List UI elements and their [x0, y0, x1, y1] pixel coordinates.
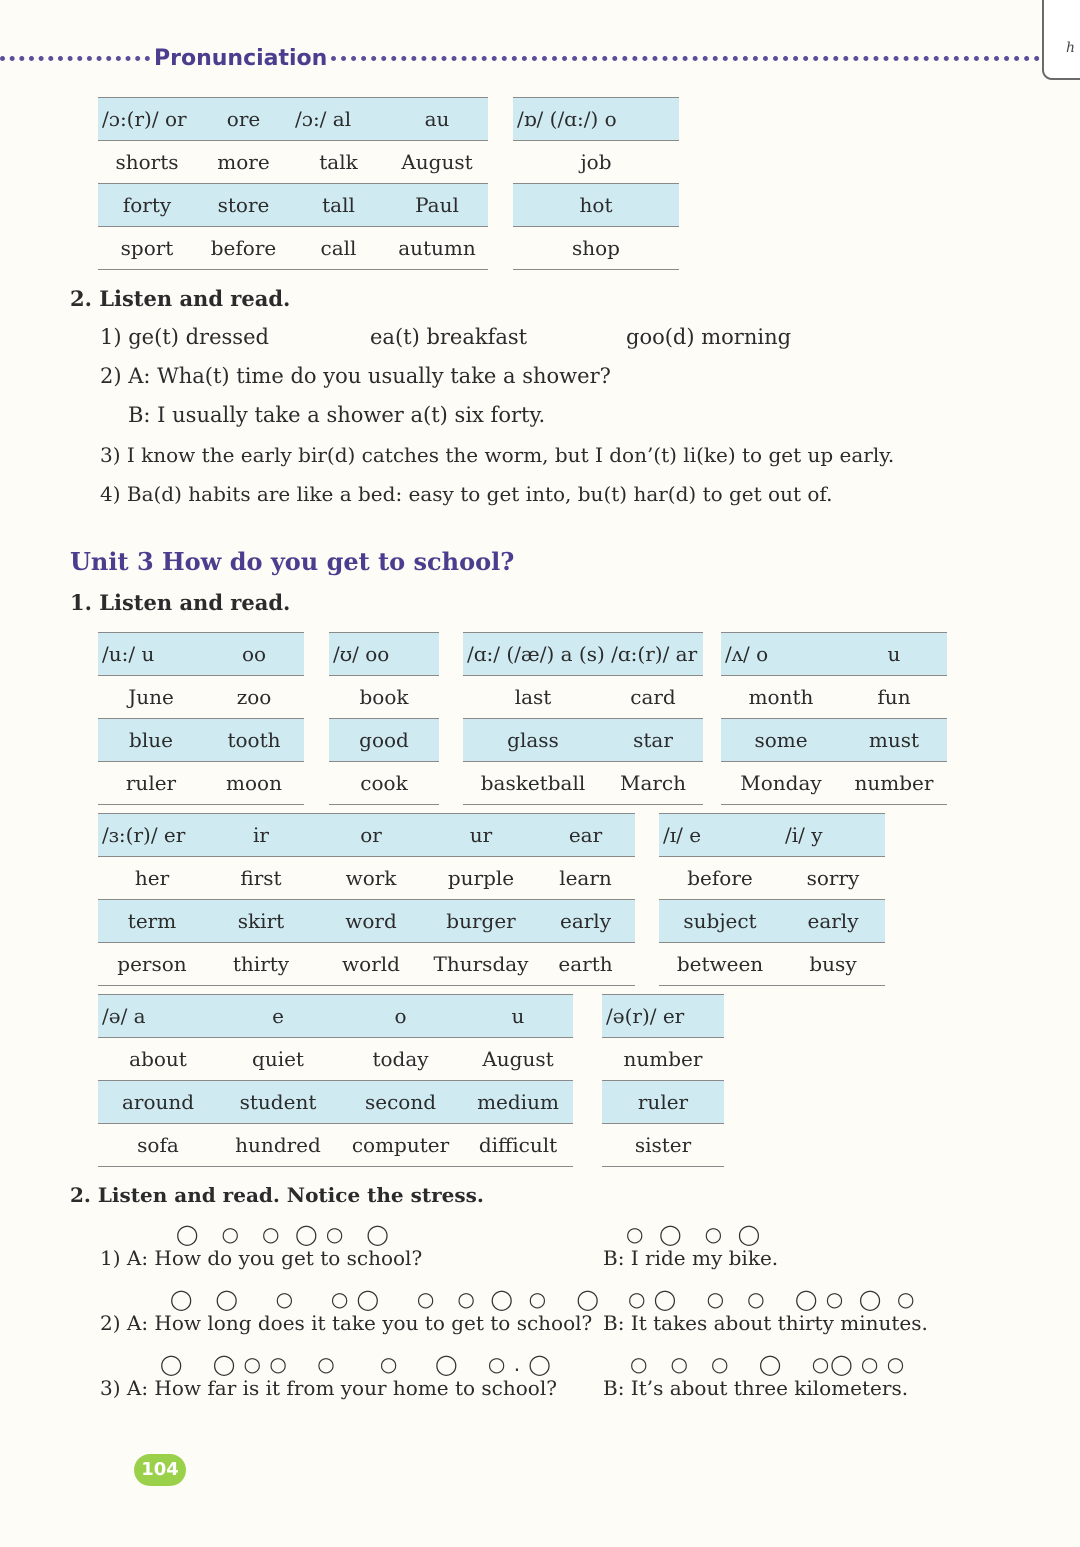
header-cell: /ʌ/ o — [721, 633, 841, 676]
header-cell: /u:/ u — [98, 633, 204, 676]
word-cell: good — [329, 719, 439, 762]
word-cell: student — [218, 1081, 338, 1124]
word-cell: number — [841, 762, 947, 805]
word-cell: before — [196, 227, 291, 270]
table-row — [721, 719, 947, 762]
practice-line: B: I usually take a shower a(t) six forty. — [128, 403, 546, 427]
table-row — [98, 227, 488, 270]
section-title: 1. Listen and read. — [70, 590, 291, 615]
word-cell: term — [98, 900, 206, 943]
table-row — [98, 1081, 573, 1124]
word-cell: month — [721, 676, 841, 719]
table-header-row — [329, 633, 439, 676]
word-cell: hundred — [218, 1124, 338, 1167]
table-row — [98, 719, 304, 762]
word-cell: blue — [98, 719, 204, 762]
header-cell: /ɑ:/ (/æ/) a (s) /ɑ:(r)/ ar — [463, 633, 703, 676]
table-header-row — [98, 98, 488, 141]
word-cell: glass — [463, 719, 603, 762]
word-cell: world — [316, 943, 426, 986]
word-cell: more — [196, 141, 291, 184]
dialogue-line: B: It takes about thirty minutes. — [603, 1311, 928, 1335]
word-cell: shorts — [98, 141, 196, 184]
table-header-row — [659, 814, 885, 857]
word-cell: early — [781, 900, 885, 943]
header-cell: /ɒ/ (/ɑ:/) o — [513, 98, 679, 141]
header-cell: o — [338, 995, 463, 1038]
word-cell: tall — [291, 184, 386, 227]
practice-line: ea(t) breakfast — [370, 325, 528, 349]
word-cell: between — [659, 943, 781, 986]
word-cell: her — [98, 857, 206, 900]
word-cell: ruler — [602, 1081, 724, 1124]
header-cell: e — [218, 995, 338, 1038]
word-cell: skirt — [206, 900, 316, 943]
header-cell: /ɪ/ e — [659, 814, 781, 857]
dialogue-line: 1) A: How do you get to school? — [100, 1246, 423, 1270]
practice-line: 1) ge(t) dressed — [100, 325, 269, 349]
word-cell: purple — [426, 857, 536, 900]
table-row — [463, 676, 703, 719]
word-cell: sorry — [781, 857, 885, 900]
header-cell: /ə(r)/ er — [602, 995, 724, 1038]
word-cell: book — [329, 676, 439, 719]
header-cell: /i/ y — [781, 814, 885, 857]
table-u-short — [329, 632, 439, 805]
word-cell: difficult — [463, 1124, 573, 1167]
table-row — [98, 900, 635, 943]
table-row — [98, 857, 635, 900]
word-cell: moon — [204, 762, 304, 805]
dialogue-line: B: It’s about three kilometers. — [603, 1376, 909, 1400]
table-header-row — [98, 633, 304, 676]
section-title: 2. Listen and read. — [70, 286, 291, 311]
stress-marks: ○ ◯ ○ ◯ — [626, 1222, 762, 1246]
header-cell: u — [463, 995, 573, 1038]
header-cell: /ɔ:(r)/ or — [98, 98, 196, 141]
section-title: 2. Listen and read. Notice the stress. — [70, 1183, 484, 1207]
word-cell: thirty — [206, 943, 316, 986]
header-cell: au — [386, 98, 488, 141]
table-row — [98, 1038, 573, 1081]
table-schwa-r — [602, 994, 724, 1167]
word-cell: sofa — [98, 1124, 218, 1167]
unit-title: Unit 3 How do you get to school? — [70, 547, 515, 576]
dialogue-line: 2) A: How long does it take you to get to school? — [100, 1311, 593, 1335]
word-cell: call — [291, 227, 386, 270]
word-cell: busy — [781, 943, 885, 986]
table-row — [602, 1038, 724, 1081]
word-cell: store — [196, 184, 291, 227]
header-cell: u — [841, 633, 947, 676]
table-header-row — [463, 633, 703, 676]
table-o — [513, 97, 679, 270]
word-cell: sport — [98, 227, 196, 270]
table-header-row — [98, 814, 635, 857]
word-cell: word — [316, 900, 426, 943]
table-row — [463, 719, 703, 762]
word-cell: Thursday — [426, 943, 536, 986]
header-cell: or — [316, 814, 426, 857]
table-or-al — [98, 97, 488, 270]
word-cell: August — [463, 1038, 573, 1081]
table-row — [98, 1124, 573, 1167]
header-cell: ur — [426, 814, 536, 857]
stress-marks: ○ ○ ○ ◯ ○◯ ○ ○ — [630, 1352, 906, 1376]
word-cell: card — [603, 676, 703, 719]
header-dots-right — [331, 56, 1060, 61]
word-cell: forty — [98, 184, 196, 227]
word-cell: Monday — [721, 762, 841, 805]
word-cell: autumn — [386, 227, 488, 270]
word-cell: job — [513, 141, 679, 184]
word-cell: must — [841, 719, 947, 762]
table-header-row — [98, 995, 573, 1038]
dialogue-line: 3) A: How far is it from your home to school? — [100, 1376, 557, 1400]
table-row — [98, 141, 488, 184]
table-row — [98, 943, 635, 986]
word-cell: learn — [536, 857, 635, 900]
table-wedge — [721, 632, 947, 805]
word-cell: March — [603, 762, 703, 805]
word-cell: subject — [659, 900, 781, 943]
table-row — [329, 762, 439, 805]
table-row — [98, 184, 488, 227]
word-cell: around — [98, 1081, 218, 1124]
word-cell: star — [603, 719, 703, 762]
page-number: 104 — [134, 1454, 186, 1486]
header-dots-left — [0, 56, 150, 61]
table-row — [659, 900, 885, 943]
practice-line: 4) Ba(d) habits are like a bed: easy to get into, bu(t) har(d) to get out of. — [100, 482, 833, 506]
word-cell: work — [316, 857, 426, 900]
stress-marks: ○ ◯ ○ ○ ◯ ○ ◯ ○ — [628, 1287, 916, 1311]
word-cell: computer — [338, 1124, 463, 1167]
practice-line: goo(d) morning — [626, 325, 792, 349]
word-cell: shop — [513, 227, 679, 270]
word-cell: about — [98, 1038, 218, 1081]
table-row — [721, 762, 947, 805]
table-header-row — [513, 98, 679, 141]
word-cell: fun — [841, 676, 947, 719]
corner-tab: h — [1042, 0, 1080, 80]
word-cell: before — [659, 857, 781, 900]
header-cell: ir — [206, 814, 316, 857]
table-row — [463, 762, 703, 805]
word-cell: burger — [426, 900, 536, 943]
header-cell: /ʊ/ oo — [329, 633, 439, 676]
header-title: Pronunciation — [154, 45, 328, 71]
header-cell: oo — [204, 633, 304, 676]
word-cell: quiet — [218, 1038, 338, 1081]
word-cell: ruler — [98, 762, 204, 805]
table-row — [513, 184, 679, 227]
header-cell: /ə/ a — [98, 995, 218, 1038]
header-cell: /ɔ:/ al — [291, 98, 386, 141]
table-i — [659, 813, 885, 986]
table-header-row — [602, 995, 724, 1038]
table-row — [513, 141, 679, 184]
word-cell: today — [338, 1038, 463, 1081]
dialogue-line: B: I ride my bike. — [603, 1246, 779, 1270]
practice-line: 3) I know the early bir(d) catches the worm, but I don’(t) li(ke) to get up early. — [100, 443, 895, 467]
word-cell: sister — [602, 1124, 724, 1167]
stress-marks: ◯ ◯ ○ ○ ◯ ○ ○ ◯ ○ ◯ — [170, 1287, 600, 1311]
word-cell: basketball — [463, 762, 603, 805]
table-row — [659, 857, 885, 900]
table-er-long — [98, 813, 635, 986]
word-cell: Paul — [386, 184, 488, 227]
table-schwa — [98, 994, 573, 1167]
word-cell: last — [463, 676, 603, 719]
practice-line: 2) A: Wha(t) time do you usually take a shower? — [100, 364, 611, 388]
word-cell: number — [602, 1038, 724, 1081]
table-row — [98, 762, 304, 805]
page-header — [0, 45, 1060, 71]
table-u-long — [98, 632, 304, 805]
stress-marks: ◯ ○ ○ ◯ ○ ◯ — [176, 1222, 390, 1246]
word-cell: tooth — [204, 719, 304, 762]
header-cell: ear — [536, 814, 635, 857]
word-cell: zoo — [204, 676, 304, 719]
table-row — [329, 719, 439, 762]
word-cell: hot — [513, 184, 679, 227]
stress-marks: ◯ ◯ ○ ○ ○ ○ ◯ ○ . ◯ — [160, 1352, 552, 1376]
table-row — [329, 676, 439, 719]
word-cell: June — [98, 676, 204, 719]
table-row — [513, 227, 679, 270]
word-cell: person — [98, 943, 206, 986]
word-cell: talk — [291, 141, 386, 184]
word-cell: first — [206, 857, 316, 900]
table-a-long — [463, 632, 703, 805]
word-cell: August — [386, 141, 488, 184]
table-header-row — [721, 633, 947, 676]
word-cell: some — [721, 719, 841, 762]
word-cell: cook — [329, 762, 439, 805]
header-cell: ore — [196, 98, 291, 141]
word-cell: earth — [536, 943, 635, 986]
table-row — [602, 1124, 724, 1167]
table-row — [659, 943, 885, 986]
word-cell: early — [536, 900, 635, 943]
table-row — [721, 676, 947, 719]
word-cell: medium — [463, 1081, 573, 1124]
table-row — [602, 1081, 724, 1124]
header-cell: /ɜ:(r)/ er — [98, 814, 206, 857]
table-row — [98, 676, 304, 719]
word-cell: second — [338, 1081, 463, 1124]
